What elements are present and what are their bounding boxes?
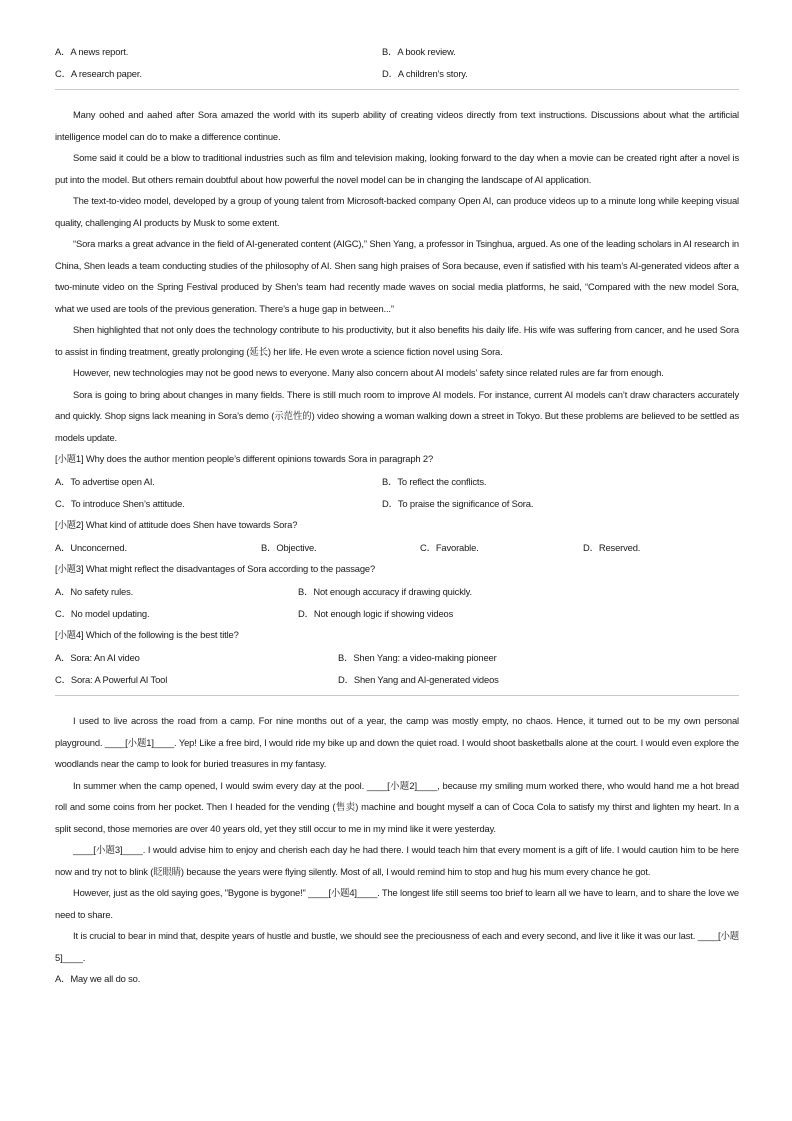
- option-c[interactable]: C．To introduce Shen’s attitude.: [55, 498, 185, 509]
- option-a[interactable]: A．No safety rules.: [55, 586, 134, 597]
- option-d[interactable]: D．A children’s story.: [382, 68, 468, 79]
- question-1-stem: [小题1] Why does the author mention people’s different opinions towards Sora in paragraph 2?: [55, 453, 434, 464]
- section-divider: [55, 695, 739, 696]
- option-d[interactable]: D．Reserved.: [583, 542, 641, 553]
- passage-paragraph: In summer when the camp opened, I would swim every day at the pool. ____[小题2]____, because my smiling mum worked there, who would hand me a hot bread roll and some coins from her pocket. Then I headed for the vending (售卖) machine and bought myself a can of Coca Cola to satisfy my thirst and lighten my heart. In a split second, those memories are over 40 years old, yet they still occur to me in my mind like it were yesterday.: [55, 779, 739, 834]
- passage-paragraph: ____[小题3]____. I would advise him to enjoy and cherish each day he had there. I would teach him that every moment is a gift of life. I would caution him to be here now and try not to blink (眨眼睛) because the years were flying silently. Most of all, I would remind him to stop and hug his mum every chance he got.: [55, 844, 739, 877]
- passage-paragraph: However, just as the old saying goes, "Bygone is bygone!" ____[小题4]____. The longest life still seems too brief to learn all we have to learn, and to share the love we need to share.: [55, 887, 739, 920]
- question-3-options-row-1: [55, 580, 739, 602]
- option-a[interactable]: A．Sora: An AI video: [55, 652, 140, 663]
- option-d[interactable]: D．Not enough logic if showing videos: [298, 608, 454, 619]
- option-c[interactable]: C．Favorable.: [420, 542, 479, 553]
- passage-sora: [55, 104, 739, 690]
- question-4-stem: [小题4] Which of the following is the best title?: [55, 629, 239, 640]
- option-c[interactable]: C．A research paper.: [55, 68, 142, 79]
- question-2-options: [55, 536, 739, 558]
- option-b[interactable]: B．To reflect the conflicts.: [382, 476, 487, 487]
- exam-page: [55, 40, 739, 990]
- passage-paragraph: “Sora marks a great advance in the field of AI-generated content (AIGC),” Shen Yang, a professor in Tsinghua, argued. As one of the leading scholars in AI research in China, Shen leads a team conducting studies of the philosophy of AI. Shen sang high praises of Sora because, even if satisfied with his team’s AI-generated videos after a two-minute video on the Spring Festival produced by Shen’s team had recently made waves on social media platforms, he said, “Compared with the new model Sora, what we used are tools of the previous generation. There’s a huge gap in between...”: [55, 238, 739, 314]
- passage-paragraph: It is crucial to bear in mind that, despite years of hustle and bustle, we should see the preciousness of each and every second, and live it like it was our last. ____[小题5]____.: [55, 930, 739, 963]
- option-d[interactable]: D．To praise the significance of Sora.: [382, 498, 534, 509]
- option-a[interactable]: A．To advertise open AI.: [55, 476, 155, 487]
- passage-paragraph: Some said it could be a blow to traditional industries such as film and television making, looking forward to the day when a movie can be created right after a novel is put into the model. But others remain doubtful about how powerful the novel model can be in changing the landscape of AI application.: [55, 152, 739, 185]
- option-b[interactable]: B．Not enough accuracy if drawing quickly.: [298, 586, 472, 597]
- passage-paragraph: The text-to-video model, developed by a group of young talent from Microsoft-backed company Open AI, can produce videos up to a minute long while keeping visual quality, challenging AI products by Musk to some extent.: [55, 195, 739, 228]
- passage-camp: [55, 710, 739, 990]
- prev-options-row-1: [55, 40, 739, 62]
- passage-paragraph: However, new technologies may not be good news to everyone. Many also concern about AI models’ safety since related rules are far from enough.: [73, 367, 664, 378]
- question-3-stem: [小题3] What might reflect the disadvantages of Sora according to the passage?: [55, 563, 376, 574]
- prev-options-row-2: [55, 62, 739, 84]
- option-c[interactable]: C．No model updating.: [55, 608, 150, 619]
- question-3-options-row-2: [55, 602, 739, 624]
- option-b[interactable]: B．Shen Yang: a video-making pioneer: [338, 652, 497, 663]
- option-a[interactable]: A．May we all do so.: [55, 973, 141, 984]
- option-a[interactable]: A．Unconcerned.: [55, 542, 127, 553]
- section-divider: [55, 89, 739, 90]
- question-2-stem: [小题2] What kind of attitude does Shen have towards Sora?: [55, 519, 298, 530]
- passage-paragraph: Shen highlighted that not only does the technology contribute to his productivity, but it also benefits his daily life. His wife was suffering from cancer, and he used Sora to assist in finding treatment, greatly prolonging (延长) her life. He even wrote a science fiction novel using Sora.: [55, 324, 739, 357]
- passage-paragraph: I used to live across the road from a camp. For nine months out of a year, the camp was mostly empty, no chaos. Hence, it turned out to be my own personal playground. ____[小题1]____. Yep! Like a free bird, I would ride my bike up and down the quiet road. I would shoot basketballs alone at the court. I would even explore the woodlands near the camp to look for buried treasures in my fantasy.: [55, 715, 739, 769]
- option-b[interactable]: B．Objective.: [261, 542, 317, 553]
- question-1-options-row-2: [55, 492, 739, 514]
- option-c[interactable]: C．Sora: A Powerful AI Tool: [55, 674, 168, 685]
- passage-paragraph: Many oohed and aahed after Sora amazed the world with its superb ability of creating videos directly from text instructions. Discussions about what the artificial intelligence model can do to make a difference continue.: [55, 109, 739, 142]
- question-4-options-row-2: [55, 668, 739, 690]
- question-4-options-row-1: [55, 646, 739, 668]
- passage-paragraph: Sora is going to bring about changes in many fields. There is still much room to improve AI models. For instance, current AI models can’t draw characters accurately and quickly. Shop signs lack meaning in Sora’s demo (示范性的) video showing a woman walking down a street in Tokyo. But these problems are believed to be settled as models update.: [55, 388, 739, 443]
- option-a[interactable]: A．A news report.: [55, 46, 129, 57]
- question-1-options-row-1: [55, 470, 739, 492]
- option-d[interactable]: D．Shen Yang and AI-generated videos: [338, 674, 499, 685]
- option-b[interactable]: B．A book review.: [382, 46, 456, 57]
